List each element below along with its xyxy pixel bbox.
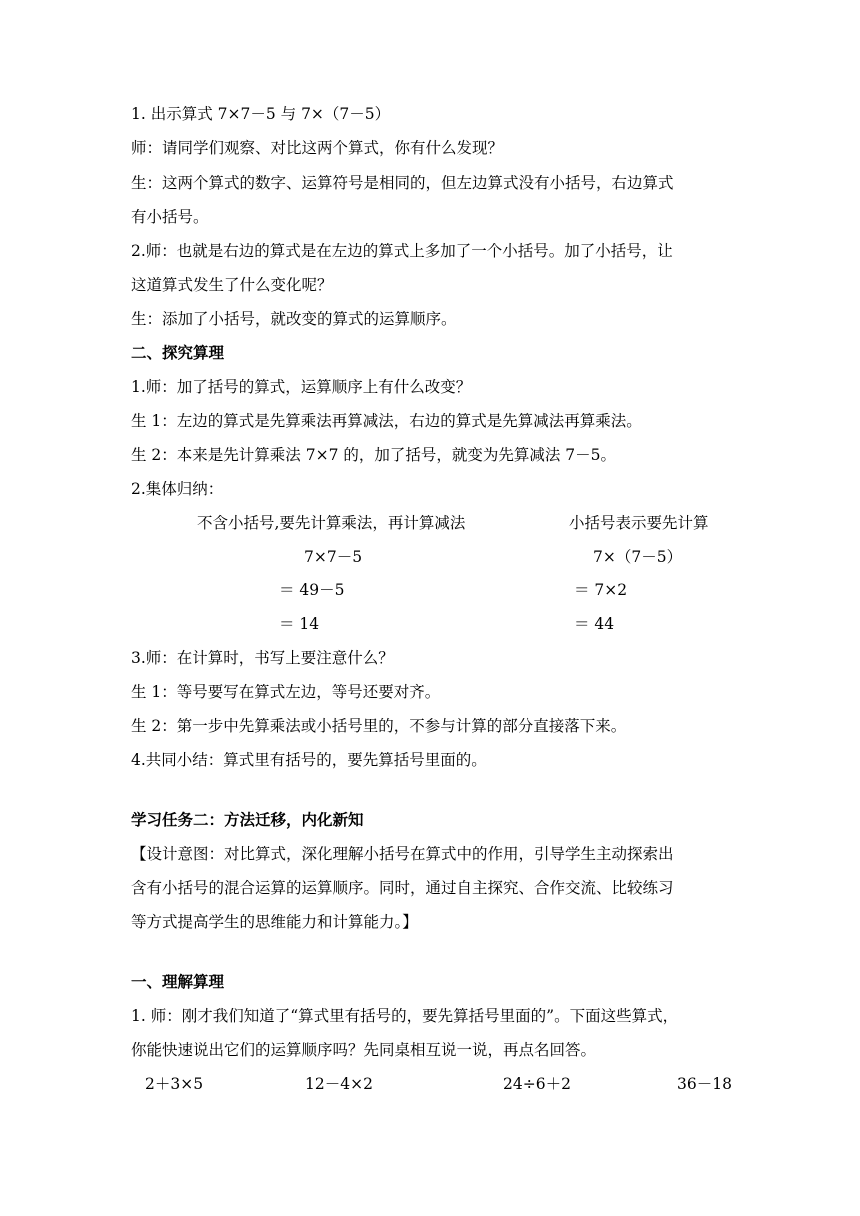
- text-line: 1. 师：刚才我们知道了“算式里有括号的，要先算括号里面的”。下面这些算式，: [131, 1007, 679, 1025]
- text-line: 有小括号。: [131, 208, 209, 226]
- right-column-heading: 小括号表示要先计算: [569, 514, 709, 532]
- design-intent-line: 含有小括号的混合运算的运算顺序。同时，通过自主探究、合作交流、比较练习: [131, 879, 674, 897]
- design-intent-line: 等方式提高学生的思维能力和计算能力。】: [131, 913, 418, 931]
- expression-item: 2＋3×5: [145, 1075, 204, 1093]
- text-line: 生 2：第一步中先算乘法或小括号里的，不参与计算的部分直接落下来。: [131, 717, 627, 735]
- text-line: 这道算式发生了什么变化呢？: [131, 276, 333, 294]
- text-line: 生：添加了小括号，就改变的算式的运算顺序。: [131, 310, 457, 328]
- expression-item: 12－4×2: [305, 1075, 373, 1093]
- text-line: 4.共同小结：算式里有括号的，要先算括号里面的。: [131, 751, 487, 769]
- left-step: ＝ 14: [279, 615, 320, 633]
- design-intent-line: 【设计意图：对比算式，深化理解小括号在算式中的作用，引导学生主动探索出: [131, 845, 674, 863]
- right-step: ＝ 44: [574, 615, 615, 633]
- text-line: 生 1：左边的算式是先算乘法再算减法，右边的算式是先算减法再算乘法。: [131, 412, 642, 430]
- right-expression: 7×（7－5）: [593, 548, 683, 566]
- text-line: 生 1：等号要写在算式左边，等号还要对齐。: [131, 683, 441, 701]
- right-step: ＝ 7×2: [574, 581, 628, 599]
- section-heading: 一、理解算理: [131, 972, 225, 991]
- text-line: 生 2：本来是先计算乘法 7×7 的，加了括号，就变为先算减法 7－5。: [131, 446, 617, 464]
- section-heading: 二、探究算理: [131, 343, 225, 362]
- text-line: 1. 出示算式 7×7－5 与 7×（7－5）: [131, 105, 391, 123]
- task-heading: 学习任务二：方法迁移，内化新知: [131, 810, 364, 829]
- text-line: 师：请同学们观察、对比这两个算式，你有什么发现？: [131, 139, 504, 157]
- text-line: 你能快速说出它们的运算顺序吗？先同桌相互说一说，再点名回答。: [131, 1041, 597, 1059]
- text-line: 生：这两个算式的数字、运算符号是相同的，但左边算式没有小括号，右边算式: [131, 174, 674, 192]
- text-line: 1.师：加了括号的算式，运算顺序上有什么改变？: [131, 378, 472, 396]
- text-line: 3.师：在计算时，书写上要注意什么？: [131, 649, 394, 667]
- text-line: 2.师：也就是右边的算式是在左边的算式上多加了一个小括号。加了小括号，让: [131, 242, 673, 260]
- left-column-heading: 不含小括号,要先计算乘法，再计算减法: [197, 514, 466, 532]
- left-expression: 7×7－5: [304, 548, 363, 566]
- expression-item: 24÷6＋2: [503, 1075, 571, 1093]
- text-line: 2.集体归纳：: [131, 480, 224, 498]
- left-step: ＝ 49－5: [279, 581, 345, 599]
- expression-item: 36－18: [677, 1075, 732, 1093]
